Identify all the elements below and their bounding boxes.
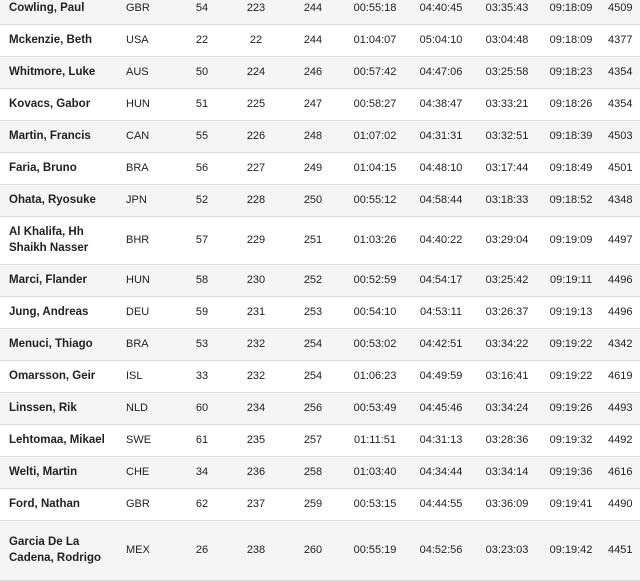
split-time-3: 03:36:09 — [474, 488, 540, 520]
athlete-name: Lehtomaa, Mikael — [0, 424, 118, 456]
finish-time: 09:18:52 — [540, 184, 602, 216]
athlete-name: Al Khalifa, Hh Shaikh Nasser — [0, 216, 118, 264]
gender-rank: 60 — [176, 392, 228, 424]
points: 4497 — [602, 216, 640, 264]
gender-rank: 55 — [176, 120, 228, 152]
finish-time: 09:19:32 — [540, 424, 602, 456]
country-code: DEU — [118, 296, 176, 328]
country-code: HUN — [118, 264, 176, 296]
split-time-3: 03:28:36 — [474, 424, 540, 456]
category-rank: 226 — [228, 120, 284, 152]
finish-time: 09:19:26 — [540, 392, 602, 424]
split-time-2: 04:49:59 — [408, 360, 474, 392]
country-code: GBR — [118, 488, 176, 520]
athlete-name: Welti, Martin — [0, 456, 118, 488]
split-time-3: 03:16:41 — [474, 360, 540, 392]
finish-time: 09:18:09 — [540, 0, 602, 24]
points: 4377 — [602, 24, 640, 56]
overall-rank: 254 — [284, 328, 342, 360]
split-time-2: 04:53:11 — [408, 296, 474, 328]
finish-time: 09:18:49 — [540, 152, 602, 184]
gender-rank: 56 — [176, 152, 228, 184]
country-code: JPN — [118, 184, 176, 216]
points: 4619 — [602, 360, 640, 392]
split-time-1: 01:04:07 — [342, 24, 408, 56]
table-row — [0, 120, 640, 152]
athlete-name: Mckenzie, Beth — [0, 24, 118, 56]
split-time-1: 01:07:02 — [342, 120, 408, 152]
category-rank: 232 — [228, 328, 284, 360]
split-time-3: 03:25:58 — [474, 56, 540, 88]
points: 4509 — [602, 0, 640, 24]
country-code: BHR — [118, 216, 176, 264]
split-time-1: 01:03:26 — [342, 216, 408, 264]
split-time-3: 03:34:14 — [474, 456, 540, 488]
table-row — [0, 24, 640, 56]
points: 4348 — [602, 184, 640, 216]
split-time-2: 04:40:22 — [408, 216, 474, 264]
split-time-3: 03:26:37 — [474, 296, 540, 328]
split-time-1: 00:55:18 — [342, 0, 408, 24]
athlete-name: Martin, Francis — [0, 120, 118, 152]
country-code: HUN — [118, 88, 176, 120]
split-time-3: 03:34:24 — [474, 392, 540, 424]
split-time-1: 01:04:15 — [342, 152, 408, 184]
category-rank: 231 — [228, 296, 284, 328]
split-time-2: 04:47:06 — [408, 56, 474, 88]
points: 4501 — [602, 152, 640, 184]
category-rank: 229 — [228, 216, 284, 264]
split-time-3: 03:35:43 — [474, 0, 540, 24]
overall-rank: 257 — [284, 424, 342, 456]
gender-rank: 33 — [176, 360, 228, 392]
points: 4451 — [602, 520, 640, 580]
split-time-2: 04:40:45 — [408, 0, 474, 24]
finish-time: 09:19:11 — [540, 264, 602, 296]
split-time-1: 00:55:19 — [342, 520, 408, 580]
finish-time: 09:19:22 — [540, 328, 602, 360]
table-row — [0, 392, 640, 424]
gender-rank: 34 — [176, 456, 228, 488]
category-rank: 224 — [228, 56, 284, 88]
overall-rank: 248 — [284, 120, 342, 152]
category-rank: 232 — [228, 360, 284, 392]
overall-rank: 249 — [284, 152, 342, 184]
table-row — [0, 216, 640, 264]
gender-rank: 22 — [176, 24, 228, 56]
gender-rank: 53 — [176, 328, 228, 360]
athlete-name: Faria, Bruno — [0, 152, 118, 184]
finish-time: 09:19:22 — [540, 360, 602, 392]
split-time-3: 03:29:04 — [474, 216, 540, 264]
overall-rank: 252 — [284, 264, 342, 296]
finish-time: 09:19:09 — [540, 216, 602, 264]
country-code: USA — [118, 24, 176, 56]
gender-rank: 57 — [176, 216, 228, 264]
table-row — [0, 0, 640, 24]
split-time-1: 01:06:23 — [342, 360, 408, 392]
finish-time: 09:18:09 — [540, 24, 602, 56]
gender-rank: 61 — [176, 424, 228, 456]
finish-time: 09:18:39 — [540, 120, 602, 152]
points: 4493 — [602, 392, 640, 424]
split-time-1: 01:03:40 — [342, 456, 408, 488]
points: 4490 — [602, 488, 640, 520]
athlete-name: Marci, Flander — [0, 264, 118, 296]
country-code: NLD — [118, 392, 176, 424]
split-time-1: 00:53:15 — [342, 488, 408, 520]
gender-rank: 58 — [176, 264, 228, 296]
points: 4503 — [602, 120, 640, 152]
table-row — [0, 424, 640, 456]
overall-rank: 258 — [284, 456, 342, 488]
points: 4354 — [602, 56, 640, 88]
split-time-2: 04:48:10 — [408, 152, 474, 184]
split-time-1: 00:52:59 — [342, 264, 408, 296]
table-row — [0, 56, 640, 88]
points: 4496 — [602, 296, 640, 328]
gender-rank: 54 — [176, 0, 228, 24]
split-time-1: 00:57:42 — [342, 56, 408, 88]
athlete-name: Jung, Andreas — [0, 296, 118, 328]
athlete-name: Menuci, Thiago — [0, 328, 118, 360]
table-row — [0, 488, 640, 520]
overall-rank: 244 — [284, 0, 342, 24]
split-time-3: 03:25:42 — [474, 264, 540, 296]
overall-rank: 260 — [284, 520, 342, 580]
category-rank: 236 — [228, 456, 284, 488]
split-time-2: 04:44:55 — [408, 488, 474, 520]
athlete-name: Whitmore, Luke — [0, 56, 118, 88]
athlete-name: Kovacs, Gabor — [0, 88, 118, 120]
category-rank: 227 — [228, 152, 284, 184]
overall-rank: 259 — [284, 488, 342, 520]
athlete-name: Ford, Nathan — [0, 488, 118, 520]
country-code: BRA — [118, 152, 176, 184]
category-rank: 230 — [228, 264, 284, 296]
overall-rank: 256 — [284, 392, 342, 424]
points: 4342 — [602, 328, 640, 360]
split-time-3: 03:33:21 — [474, 88, 540, 120]
split-time-2: 04:42:51 — [408, 328, 474, 360]
category-rank: 234 — [228, 392, 284, 424]
table-row — [0, 296, 640, 328]
country-code: BRA — [118, 328, 176, 360]
table-row — [0, 328, 640, 360]
split-time-3: 03:23:03 — [474, 520, 540, 580]
category-rank: 228 — [228, 184, 284, 216]
split-time-3: 03:32:51 — [474, 120, 540, 152]
points: 4616 — [602, 456, 640, 488]
points: 4496 — [602, 264, 640, 296]
gender-rank: 50 — [176, 56, 228, 88]
category-rank: 237 — [228, 488, 284, 520]
split-time-2: 04:52:56 — [408, 520, 474, 580]
split-time-1: 00:53:02 — [342, 328, 408, 360]
athlete-name: Omarsson, Geir — [0, 360, 118, 392]
split-time-2: 04:45:46 — [408, 392, 474, 424]
split-time-3: 03:18:33 — [474, 184, 540, 216]
country-code: MEX — [118, 520, 176, 580]
split-time-1: 00:55:12 — [342, 184, 408, 216]
overall-rank: 247 — [284, 88, 342, 120]
split-time-2: 04:58:44 — [408, 184, 474, 216]
split-time-1: 00:53:49 — [342, 392, 408, 424]
category-rank: 22 — [228, 24, 284, 56]
table-row — [0, 152, 640, 184]
gender-rank: 62 — [176, 488, 228, 520]
split-time-2: 04:31:13 — [408, 424, 474, 456]
overall-rank: 253 — [284, 296, 342, 328]
split-time-2: 04:34:44 — [408, 456, 474, 488]
finish-time: 09:18:26 — [540, 88, 602, 120]
category-rank: 225 — [228, 88, 284, 120]
finish-time: 09:19:41 — [540, 488, 602, 520]
split-time-2: 04:31:31 — [408, 120, 474, 152]
overall-rank: 244 — [284, 24, 342, 56]
points: 4492 — [602, 424, 640, 456]
table-row — [0, 264, 640, 296]
athlete-name: Cowling, Paul — [0, 0, 118, 24]
table-row — [0, 360, 640, 392]
overall-rank: 246 — [284, 56, 342, 88]
category-rank: 235 — [228, 424, 284, 456]
split-time-1: 00:54:10 — [342, 296, 408, 328]
country-code: AUS — [118, 56, 176, 88]
finish-time: 09:18:23 — [540, 56, 602, 88]
split-time-2: 04:38:47 — [408, 88, 474, 120]
country-code: SWE — [118, 424, 176, 456]
table-row — [0, 88, 640, 120]
gender-rank: 51 — [176, 88, 228, 120]
country-code: CAN — [118, 120, 176, 152]
category-rank: 223 — [228, 0, 284, 24]
country-code: ISL — [118, 360, 176, 392]
country-code: CHE — [118, 456, 176, 488]
split-time-3: 03:17:44 — [474, 152, 540, 184]
country-code: GBR — [118, 0, 176, 24]
table-row — [0, 520, 640, 580]
category-rank: 238 — [228, 520, 284, 580]
athlete-name: Linssen, Rik — [0, 392, 118, 424]
gender-rank: 26 — [176, 520, 228, 580]
split-time-2: 04:54:17 — [408, 264, 474, 296]
split-time-3: 03:34:22 — [474, 328, 540, 360]
points: 4354 — [602, 88, 640, 120]
finish-time: 09:19:42 — [540, 520, 602, 580]
finish-time: 09:19:36 — [540, 456, 602, 488]
table-row — [0, 456, 640, 488]
split-time-1: 01:11:51 — [342, 424, 408, 456]
overall-rank: 251 — [284, 216, 342, 264]
gender-rank: 59 — [176, 296, 228, 328]
table-row — [0, 184, 640, 216]
athlete-name: Ohata, Ryosuke — [0, 184, 118, 216]
finish-time: 09:19:13 — [540, 296, 602, 328]
overall-rank: 254 — [284, 360, 342, 392]
split-time-1: 00:58:27 — [342, 88, 408, 120]
split-time-2: 05:04:10 — [408, 24, 474, 56]
gender-rank: 52 — [176, 184, 228, 216]
overall-rank: 250 — [284, 184, 342, 216]
athlete-name: Garcia De La Cadena, Rodrigo — [0, 520, 118, 580]
split-time-3: 03:04:48 — [474, 24, 540, 56]
